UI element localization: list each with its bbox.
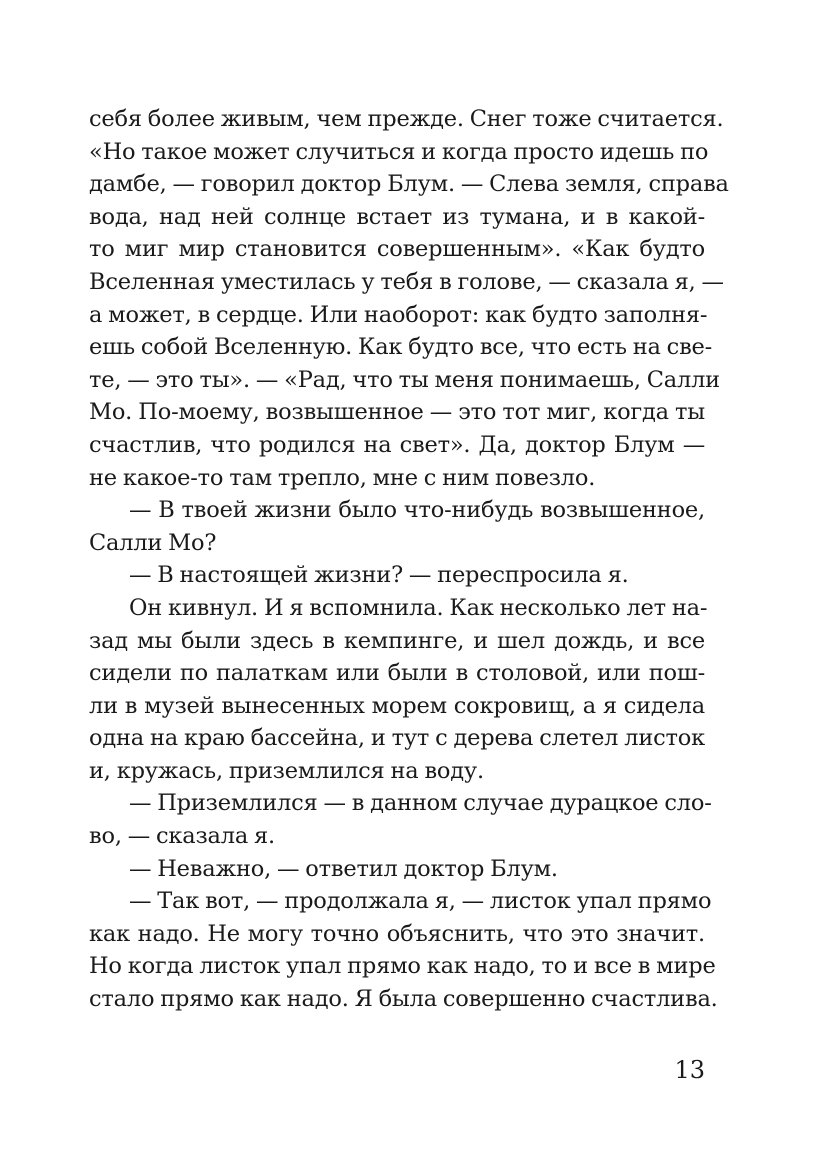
text-line: то миг мир становится совершенным». «Как будто [89,236,705,263]
page-number: 13 [674,1056,705,1084]
text-line: себя более живым, чем прежде. Снег тоже считается. [89,106,724,132]
body-text [89,103,729,1016]
text-line: «Но такое может случиться и когда просто идешь по [89,138,709,165]
text-line: Мо. По-моему, возвышенное — это тот миг, когда ты [89,399,705,426]
dialogue-line: — Так вот, — продолжала я, — листок упал прямо [129,888,712,915]
text-line: сидели по палаткам или были в столовой, или пош- [89,660,705,687]
dialogue-line: — В настоящей жизни? — переспросила я. [129,562,629,589]
text-line: одна на краю бассейна, и тут с дерева слетел листок [89,725,705,752]
text-line: а может, в сердце. Или наоборот: как будто заполня- [89,301,708,328]
text-line: счастлив, что родился на свет». Да, доктор Блум — [89,431,705,458]
dialogue-line: — Неважно, — ответил доктор Блум. [129,855,558,882]
text-line: как надо. Не могу точно объяснить, что это значит. [89,920,705,947]
text-line: и, кружась, приземлился на воду. [89,757,484,784]
text-line: зад мы были здесь в кемпинге, и шел дождь, и все [89,627,705,654]
dialogue-line: — Приземлился — в данном случае дурацкое сло- [129,790,712,817]
text-line: не какое-то там трепло, мне с ним повезло. [89,464,596,491]
text-line: Но когда листок упал прямо как надо, то и все в мире [89,953,716,980]
text-line: ешь собой Вселенную. Как будто все, что есть на све- [89,334,713,361]
text-line: Вселенная уместилась у тебя в голове, — сказала я, — [89,268,724,295]
text-line: ли в музей вынесенных морем сокровищ, а я сидела [89,692,705,719]
text-line: вода, над ней солнце встает из тумана, и в какой- [89,203,705,230]
text-line: Салли Мо? [89,529,217,556]
paragraph-line: Он кивнул. И я вспомнила. Как несколько лет на- [129,594,708,621]
text-line: дамбе, — говорил доктор Блум. — Слева земля, справа [89,171,729,198]
text-line: стало прямо как надо. Я была совершенно счастлива. [89,986,718,1013]
text-line: во, — сказала я. [89,823,275,850]
text-line: те, — это ты». — «Рад, что ты меня понимаешь, Салли [89,366,720,393]
dialogue-line: — В твоей жизни было что-нибудь возвышенное, [129,497,705,524]
